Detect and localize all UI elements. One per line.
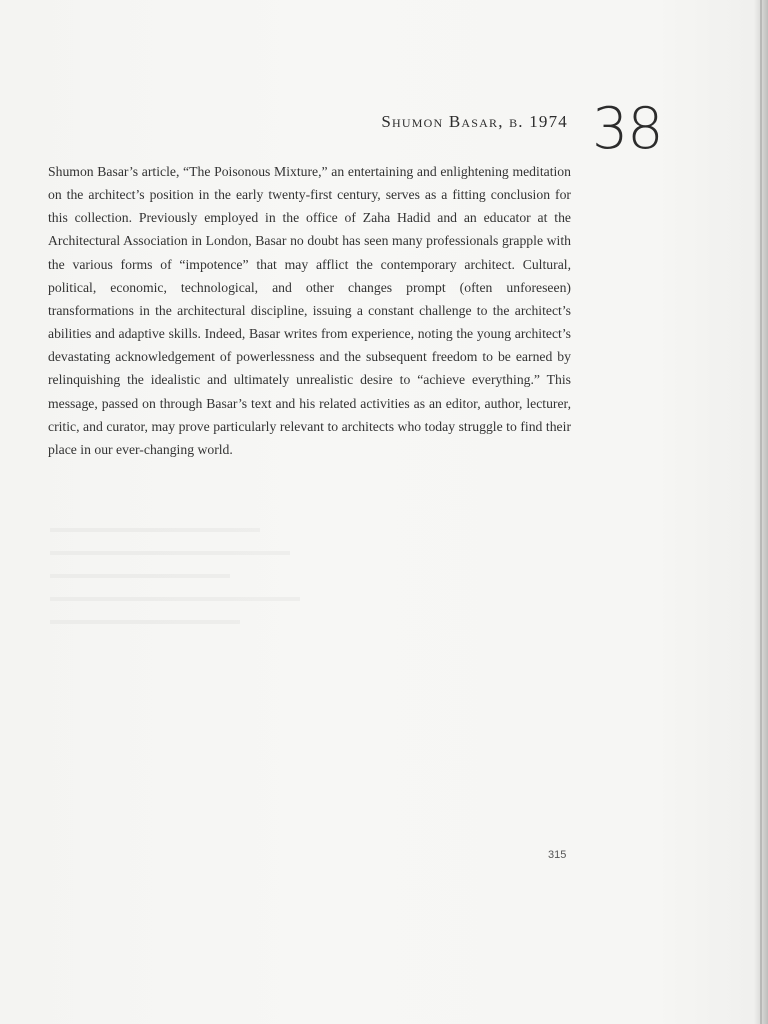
page-edge-line bbox=[760, 0, 762, 1024]
page-number: 315 bbox=[548, 849, 567, 861]
chapter-author-heading: Shumon Basar, b. 1974 bbox=[381, 112, 568, 131]
bleed-through-text bbox=[50, 528, 350, 648]
intro-paragraph: Shumon Basar’s article, “The Poisonous Mixture,” an entertaining and enlightening meditation on the architect’s position in the early twenty-first century, serves as a fitting conclusion for this collection. Previously employed in the office of Zaha Hadid and an educator at the Architectural Association in London, Basar no doubt has seen many professionals grapple with the various forms of “impotence” that may afflict the contemporary architect. Cultural, political, economic, technological, and other changes prompt (often unforeseen) transformations in the architectural discipline, issuing a constant challenge to the architect’s abilities and adaptive skills. Indeed, Basar writes from experience, noting the young architect’s devastating acknowledgement of powerlessness and the subsequent freedom to be earned by relinquishing the idealistic and ultimately unrealistic desire to “achieve everything.” This message, passed on through Basar’s text and his related activities as an editor, author, lecturer, critic, and curator, may prove particularly relevant to architects who today struggle to find their place in our ever-changing world. bbox=[48, 164, 571, 457]
chapter-number: 38 bbox=[592, 96, 663, 162]
